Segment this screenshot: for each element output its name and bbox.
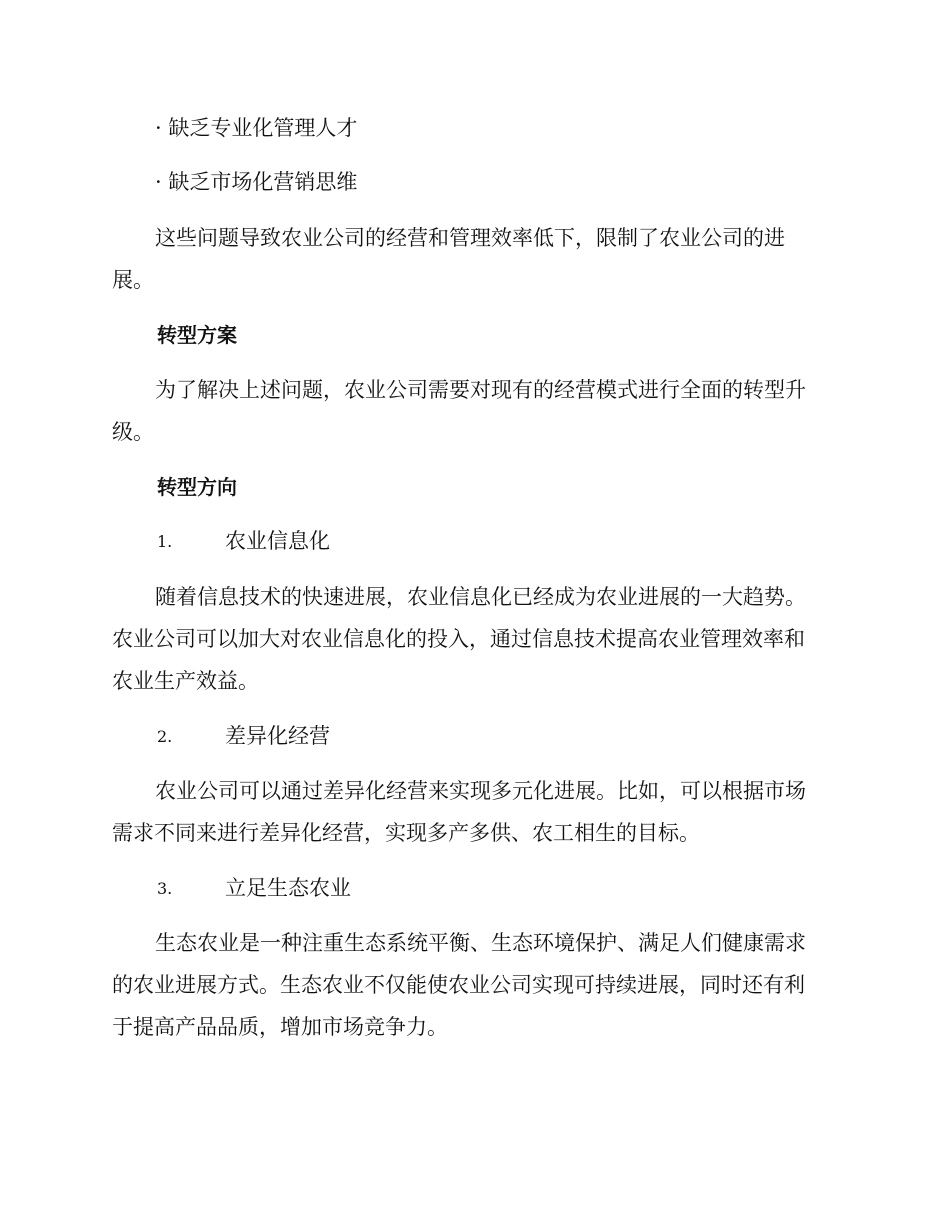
list-item-title: 农业信息化 xyxy=(225,529,330,553)
paragraph-line: 为了解决上述问题，农业公司需要对现有的经营模式进行全面的转型升 xyxy=(155,378,806,402)
list-item-title: 差异化经营 xyxy=(225,724,330,748)
list-item-title: 立足生态农业 xyxy=(225,876,351,900)
section-heading: 转型方向 xyxy=(157,475,237,499)
paragraph-line: 这些问题导致农业公司的经营和管理效率低下，限制了农业公司的进 xyxy=(155,226,785,250)
paragraph-line: 随着信息技术的快速进展，农业信息化已经成为农业进展的一大趋势。 xyxy=(155,585,806,609)
list-number: 2. xyxy=(157,727,173,746)
section-heading: 转型方案 xyxy=(157,323,237,347)
paragraph-line: 生态农业是一种注重生态系统平衡、生态环境保护、满足人们健康需求 xyxy=(155,931,806,955)
paragraph-line: 的农业进展方式。生态农业不仅能使农业公司实现可持续进展，同时还有利 xyxy=(112,973,805,997)
paragraph-line: 于提高产品品质，增加市场竞争力。 xyxy=(112,1015,448,1039)
paragraph-line: 展。 xyxy=(112,268,154,292)
paragraph-line: 农业生产效益。 xyxy=(112,669,259,693)
paragraph-line: 农业公司可以加大对农业信息化的投入，通过信息技术提高农业管理效率和 xyxy=(112,627,805,651)
list-number: 1. xyxy=(157,532,173,551)
list-number: 3. xyxy=(157,879,173,898)
paragraph-line: 级。 xyxy=(112,420,154,444)
bullet-item: · 缺乏专业化管理人才 xyxy=(155,116,358,140)
bullet-item: · 缺乏市场化营销思维 xyxy=(155,170,358,194)
paragraph-line: 农业公司可以通过差异化经营来实现多元化进展。比如，可以根据市场 xyxy=(155,779,806,803)
paragraph-line: 需求不同来进行差异化经营，实现多产多供、农工相生的目标。 xyxy=(112,821,700,845)
